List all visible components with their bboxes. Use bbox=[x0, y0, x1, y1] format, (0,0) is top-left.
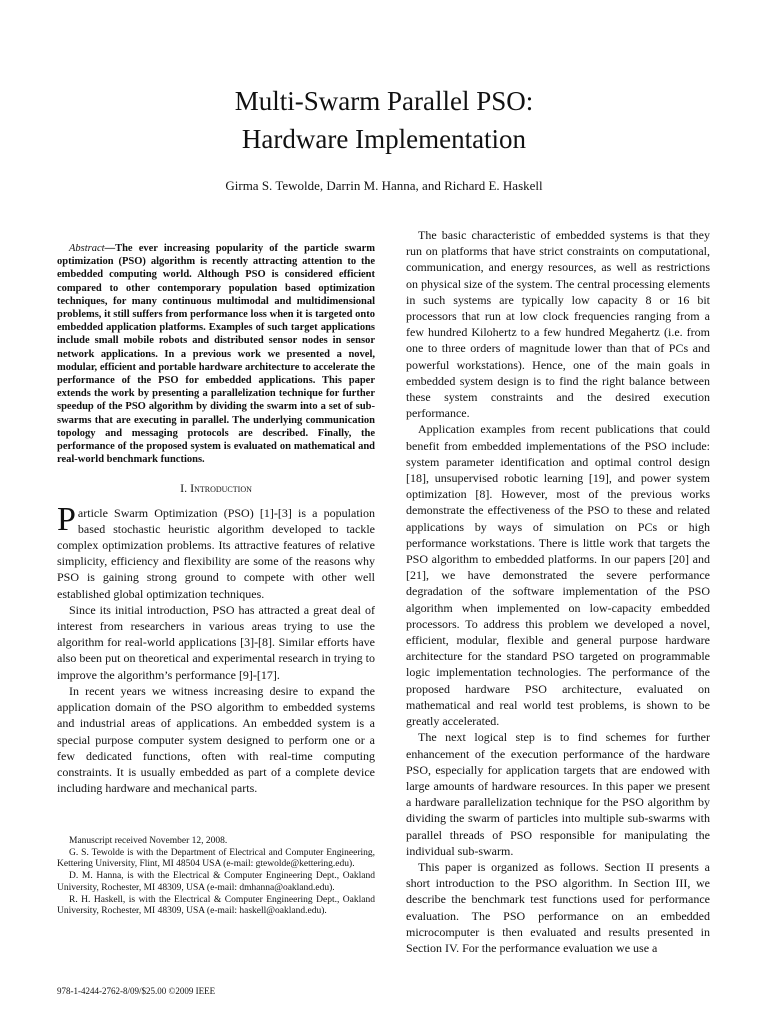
title-line-1: Multi-Swarm Parallel PSO: bbox=[234, 86, 534, 116]
right-paragraph-2: Application examples from recent publications that could benefit from embedded implementations of the PSO include: system parameter identification and optimal control design [18], unsupervised robotic learning [19], and power system optimization [8]. However, most of the previous works demonstrate the effectiveness of the PSO to these and related applications by ways of simulation on PCs or high performance workstations. There is little work that targets the PSO algorithm to embedded platforms. In our papers [20] and [21], we have demonstrated the severe performance degradation of the software implementation of the PSO algorithm when implemented on low-capacity embedded processors. To address this problem we developed a novel, efficient, modular, flexible and general purpose hardware architecture for the standard PSO targeted on programmable logic implementation technologies. The performance of the proposed hardware PSO architecture, evaluated on mathematical and real world test problems, is shown to be greatly accelerated. bbox=[406, 422, 710, 729]
abstract-label: Abstract bbox=[69, 243, 105, 254]
footnotes bbox=[57, 836, 375, 918]
intro-paragraph-1-text: article Swarm Optimization (PSO) [1]-[3] is a population based stochastic heuristic algorithm developed to tackle complex optimization problems. Its attractive features of relative simplicity, efficiency and flexibility are some of the reasons why PSO is gaining strong ground to compete with other well established global optimization techniques. bbox=[57, 505, 375, 601]
abstract-text: —The ever increasing popularity of the particle swarm optimization (PSO) algorithm is recently attracting attention to the embedded computing world. Although PSO is considered efficient compared to other contemporary population based optimization techniques, for many continuous multimodal and multidimensional problems, it still suffers from performance loss when it is targeted onto embedded application platforms. Examples of such target applications include small mobile robots and distributed sensor nodes in sensor network applications. In a previous work we presented a novel, modular, efficient and portable hardware architecture to accelerate the performance of the PSO for embedded applications. This paper extends the work by presenting a parallelization technique for further speedup of the PSO algorithm by dividing the swarm into a set of sub-swarms that are executing in parallel. The underlying communication topology and messaging protocols are described. Finally, the performance of the proposed system is evaluated on mathematical and real-world benchmark functions. bbox=[57, 243, 375, 466]
right-paragraph-4: This paper is organized as follows. Section II presents a short introduction to the PSO algorithm. In Section III, we describe the benchmark test functions used for performance evaluation. The PSO performance on an embedded microcomputer is then evaluated and results presented in Section IV. For the performance evaluation we use a bbox=[406, 859, 710, 955]
footnote-author-2: D. M. Hanna, is with the Electrical & Computer Engineering Dept., Oakland University, Rochester, MI 48309, USA (e-mail: dmhanna@oakland.edu). bbox=[57, 871, 375, 893]
footnote-manuscript: Manuscript received November 12, 2008. bbox=[69, 836, 228, 846]
footnote-author-3: R. H. Haskell, is with the Electrical & Computer Engineering Dept., Oakland University, Rochester, MI 48309, USA (e-mail: haskell@oakland.edu). bbox=[57, 894, 375, 917]
footnote-author-1: G. S. Tewolde is with the Department of Electrical and Computer Engineering, Kettering University, Flint, MI 48504 USA (e-mail: gtewolde@kettering.edu). bbox=[57, 847, 375, 870]
intro-paragraph-2: Since its initial introduction, PSO has attracted a great deal of interest from researchers in various areas trying to use the algorithm for real-world applications [3]-[8]. Similar efforts have also been put on theoretical and experimental research in trying to improve the algorithm’s performance [9]-[17]. bbox=[57, 602, 375, 682]
right-column bbox=[406, 227, 710, 956]
paper-title bbox=[0, 82, 768, 158]
intro-paragraph-3: In recent years we witness increasing desire to expand the application domain of the PSO algorithm to embedded systems and industrial areas of applications. An embedded system is a special purpose computer system designed to perform one or a few dedicated functions, often with real-time computing constraints. It is usually embedded as part of a complete device including hardware and mechanical parts. bbox=[57, 683, 375, 796]
intro-paragraph-1 bbox=[57, 500, 375, 602]
right-paragraph-3: The next logical step is to find schemes for further enhancement of the execution performance of the hardware PSO, especially for application targets that are endowed with large amounts of hardware resources. In this paper we present a hardware parallelization technique for the PSO algorithm by dividing the swarm of particles into multiple sub-swarms with parallel threads of PSO responsible for manipulating the individual sub-swarm. bbox=[406, 730, 710, 858]
abstract bbox=[57, 242, 375, 466]
title-line-2: Hardware Implementation bbox=[241, 124, 527, 154]
copyright-footer: 978-1-4244-2762-8/09/$25.00 ©2009 IEEE bbox=[57, 986, 216, 996]
section-heading-introduction: I. Introduction bbox=[180, 481, 252, 496]
author-list: Girma S. Tewolde, Darrin M. Hanna, and Richard E. Haskell bbox=[225, 178, 543, 193]
introduction-body bbox=[57, 500, 375, 797]
right-paragraph-1: The basic characteristic of embedded systems is that they run on platforms that have strict constraints on computational, communication, and energy resources, as well as restrictions on physical size of the system. The central processing elements in such systems are typically low capacity 8 or 16 bit processors that run at low clock frequencies ranging from a few hundred Kilohertz to a few hundred Megahertz (i.e. from one to three orders of magnitude lower than that of PCs and powerful workstations). Hence, one of the main goals in embedded system design is to find the right balance between these system constraints and the desired execution performance. bbox=[406, 228, 710, 421]
left-column bbox=[57, 242, 375, 796]
drop-cap: P bbox=[57, 500, 76, 538]
